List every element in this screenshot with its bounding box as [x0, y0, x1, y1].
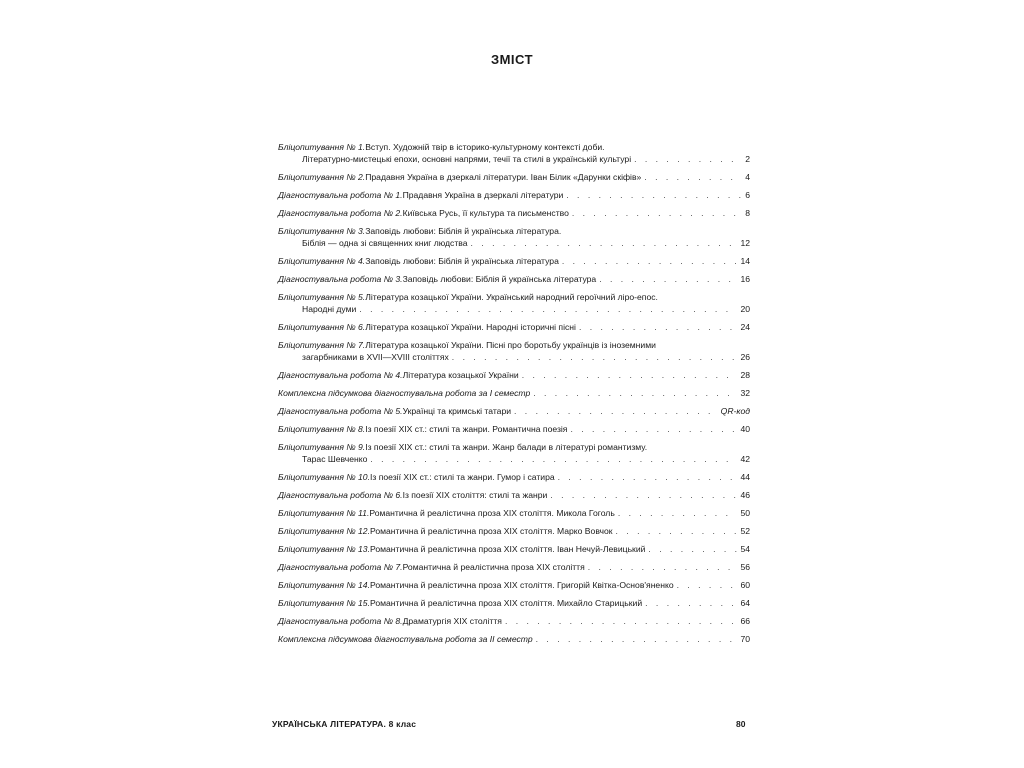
toc-leader-dots	[471, 237, 738, 249]
toc-entry-label: Бліцопитування № 13.	[278, 544, 370, 554]
toc-entry[interactable]	[278, 321, 750, 339]
toc-page-number[interactable]: 2	[745, 154, 750, 164]
toc-entry-label: Бліцопитування № 4.	[278, 256, 366, 266]
toc-entry-label: Діагностувальна робота № 6.	[278, 490, 403, 500]
toc-entry-title: Із поезії XIX ст.: стилі та жанри. Жанр балади в літературі романтизму.	[365, 442, 648, 452]
toc-leader-dots	[562, 255, 738, 267]
toc-page-number[interactable]: 8	[745, 208, 750, 218]
toc-leader-dots	[370, 453, 737, 465]
toc-page-number[interactable]: 12	[740, 238, 750, 248]
toc-entry-title: Заповідь любови: Біблія й українська література.	[365, 226, 562, 236]
toc-page-number[interactable]: 32	[740, 388, 750, 398]
toc-page-number[interactable]: 44	[740, 472, 750, 482]
toc-page-number[interactable]: 20	[740, 304, 750, 314]
toc-page-number[interactable]: 28	[740, 370, 750, 380]
toc-page-number[interactable]: QR-код	[720, 406, 750, 416]
toc-entry-title: Література козацької України	[402, 370, 519, 380]
toc-leader-dots	[550, 489, 737, 501]
toc-entry[interactable]	[278, 141, 750, 171]
toc-entry-title: Романтична й реалістична проза XIX століття. Іван Нечуй-Левицький	[369, 544, 646, 554]
toc-leader-dots	[452, 351, 738, 363]
toc-page-number[interactable]: 64	[740, 598, 750, 608]
toc-entry[interactable]	[278, 405, 750, 423]
toc-entry[interactable]	[278, 369, 750, 387]
toc-entry-title: Романтична й реалістична проза XIX століття. Микола Гоголь	[369, 508, 615, 518]
toc-entry-title: Література козацької України. Український народний героїчний ліро-епос.	[365, 292, 658, 302]
toc-page-number[interactable]: 56	[740, 562, 750, 572]
toc-entry-title: Із поезії XIX століття: стилі та жанри	[402, 490, 548, 500]
toc-entry-label: Бліцопитування № 10.	[278, 472, 370, 482]
toc-entry[interactable]	[278, 615, 750, 633]
toc-entry[interactable]	[278, 507, 750, 525]
toc-entry-label: Діагностувальна робота № 3.	[278, 274, 403, 284]
toc-entry-label: Комплексна підсумкова діагностувальна робота за I семестр	[278, 388, 531, 398]
toc-leader-dots	[644, 171, 742, 183]
toc-entry[interactable]	[278, 171, 750, 189]
toc-entry[interactable]	[278, 207, 750, 225]
toc-entry-title: Київська Русь, її культура та письменство	[402, 208, 569, 218]
toc-page-number[interactable]: 6	[745, 190, 750, 200]
toc-entry-title: Романтична й реалістична проза XIX століття. Михайло Старицький	[369, 598, 643, 608]
toc-entry-label: Діагностувальна робота № 2.	[278, 208, 403, 218]
toc-leader-dots	[566, 189, 742, 201]
toc-entry-label: Бліцопитування № 3.	[278, 226, 366, 236]
toc-entry-label: Діагностувальна робота № 8.	[278, 616, 403, 626]
toc-entry-label: Діагностувальна робота № 1.	[278, 190, 403, 200]
toc-leader-dots	[616, 525, 738, 537]
toc-entry-label: Діагностувальна робота № 7.	[278, 562, 403, 572]
footer-page-number: 80	[736, 719, 746, 729]
toc-entry-continuation: Народні думи	[302, 304, 357, 314]
toc-page-number[interactable]: 52	[740, 526, 750, 536]
toc-page-number[interactable]: 60	[740, 580, 750, 590]
toc-entry-label: Бліцопитування № 2.	[278, 172, 366, 182]
footer-book-title: УКРАЇНСЬКА ЛІТЕРАТУРА. 8 клас	[272, 719, 417, 729]
toc-entry-title: Українці та кримські татари	[402, 406, 512, 416]
toc-page-number[interactable]: 40	[740, 424, 750, 434]
toc-entry[interactable]	[278, 339, 750, 369]
toc-entry-continuation: Тарас Шевченко	[302, 454, 368, 464]
toc-entry[interactable]	[278, 597, 750, 615]
toc-entry-continuation: Біблія — одна зі священних книг людства	[302, 238, 468, 248]
toc-leader-dots	[514, 405, 718, 417]
toc-entry-label: Бліцопитування № 6.	[278, 322, 366, 332]
toc-page-number[interactable]: 70	[740, 634, 750, 644]
toc-entry[interactable]	[278, 387, 750, 405]
toc-entry-title: Заповідь любови: Біблія й українська література	[365, 256, 559, 266]
toc-page-number[interactable]: 14	[740, 256, 750, 266]
toc-entry[interactable]	[278, 291, 750, 321]
toc-entry[interactable]	[278, 255, 750, 273]
toc-leader-dots	[599, 273, 737, 285]
toc-entry-label: Бліцопитування № 9.	[278, 442, 366, 452]
toc-entry-label: Бліцопитування № 7.	[278, 340, 366, 350]
toc-entry-title: Романтична й реалістична проза XIX століття. Григорій Квітка-Основ'яненко	[369, 580, 674, 590]
toc-entry[interactable]	[278, 489, 750, 507]
toc-entry-title: Вступ. Художній твір в історико-культурному контексті доби.	[365, 142, 605, 152]
toc-entry[interactable]	[278, 543, 750, 561]
toc-entry[interactable]	[278, 579, 750, 597]
toc-entry-continuation: Літературно-мистецькі епохи, основні напрями, течії та стилі в українській культурі	[302, 154, 632, 164]
toc-entry[interactable]	[278, 633, 750, 651]
toc-entry[interactable]	[278, 525, 750, 543]
toc-entry-title: Прадавня Україна в дзеркалі літератури. Іван Білик «Дарунки скіфів»	[365, 172, 642, 182]
toc-leader-dots	[648, 543, 737, 555]
toc-entry-title: Література козацької України. Народні історичні пісні	[365, 322, 576, 332]
toc-leader-dots	[618, 507, 738, 519]
toc-leader-dots	[677, 579, 738, 591]
toc-leader-dots	[579, 321, 737, 333]
toc-leader-dots	[645, 597, 737, 609]
toc-page-number[interactable]: 54	[740, 544, 750, 554]
toc-page-number[interactable]: 42	[740, 454, 750, 464]
toc-entry-title: Література козацької України. Пісні про боротьбу українців із іноземними	[365, 340, 656, 350]
toc-entry-label: Бліцопитування № 8.	[278, 424, 366, 434]
toc-entry-continuation: загарбниками в XVII—XVIII століттях	[302, 352, 449, 362]
toc-leader-dots	[533, 387, 737, 399]
toc-leader-dots	[570, 423, 737, 435]
toc-entry-title: Із поезії XIX ст.: стилі та жанри. Гумор і сатира	[369, 472, 555, 482]
toc-page-number[interactable]: 50	[740, 508, 750, 518]
toc-entry-label: Бліцопитування № 12.	[278, 526, 370, 536]
toc-page-number[interactable]: 24	[740, 322, 750, 332]
toc-entry-title: Романтична й реалістична проза XIX століття	[402, 562, 585, 572]
toc-entry-title: Заповідь любови: Біблія й українська література	[402, 274, 597, 284]
toc-page-number[interactable]: 16	[740, 274, 750, 284]
toc-leader-dots	[588, 561, 738, 573]
toc-leader-dots	[536, 633, 738, 645]
toc-leader-dots	[359, 303, 737, 315]
toc-entry[interactable]	[278, 561, 750, 579]
toc-entry[interactable]	[278, 441, 750, 471]
toc-entry-title: Драматургія XIX століття	[402, 616, 502, 626]
toc-entry-label: Бліцопитування № 14.	[278, 580, 370, 590]
toc-entry[interactable]	[278, 273, 750, 291]
toc-entry-label: Діагностувальна робота № 4.	[278, 370, 403, 380]
toc-entry-label: Комплексна підсумкова діагностувальна робота за II семестр	[278, 634, 533, 644]
toc-leader-dots	[522, 369, 738, 381]
toc-page-number[interactable]: 26	[740, 352, 750, 362]
toc-entry[interactable]	[278, 423, 750, 441]
toc-leader-dots	[558, 471, 738, 483]
toc-entry-label: Бліцопитування № 11.	[278, 508, 370, 518]
toc-leader-dots	[572, 207, 742, 219]
toc-entry[interactable]	[278, 471, 750, 489]
toc-leader-dots	[505, 615, 737, 627]
toc-entry[interactable]	[278, 189, 750, 207]
toc-entry-label: Бліцопитування № 5.	[278, 292, 366, 302]
toc-entry-label: Бліцопитування № 1.	[278, 142, 366, 152]
table-of-contents	[278, 141, 750, 651]
toc-page-number[interactable]: 66	[740, 616, 750, 626]
toc-entry-label: Бліцопитування № 15.	[278, 598, 370, 608]
toc-page-number[interactable]: 46	[740, 490, 750, 500]
toc-entry-title: Прадавня Україна в дзеркалі літератури	[402, 190, 564, 200]
toc-leader-dots	[634, 153, 742, 165]
toc-entry-title: Романтична й реалістична проза XIX століття. Марко Вовчок	[369, 526, 613, 536]
toc-page-number[interactable]: 4	[745, 172, 750, 182]
toc-entry-title: Із поезії XIX ст.: стилі та жанри. Романтична поезія	[365, 424, 568, 434]
toc-entry-label: Діагностувальна робота № 5.	[278, 406, 403, 416]
toc-entry[interactable]	[278, 225, 750, 255]
page-title: ЗМІСТ	[490, 52, 534, 67]
